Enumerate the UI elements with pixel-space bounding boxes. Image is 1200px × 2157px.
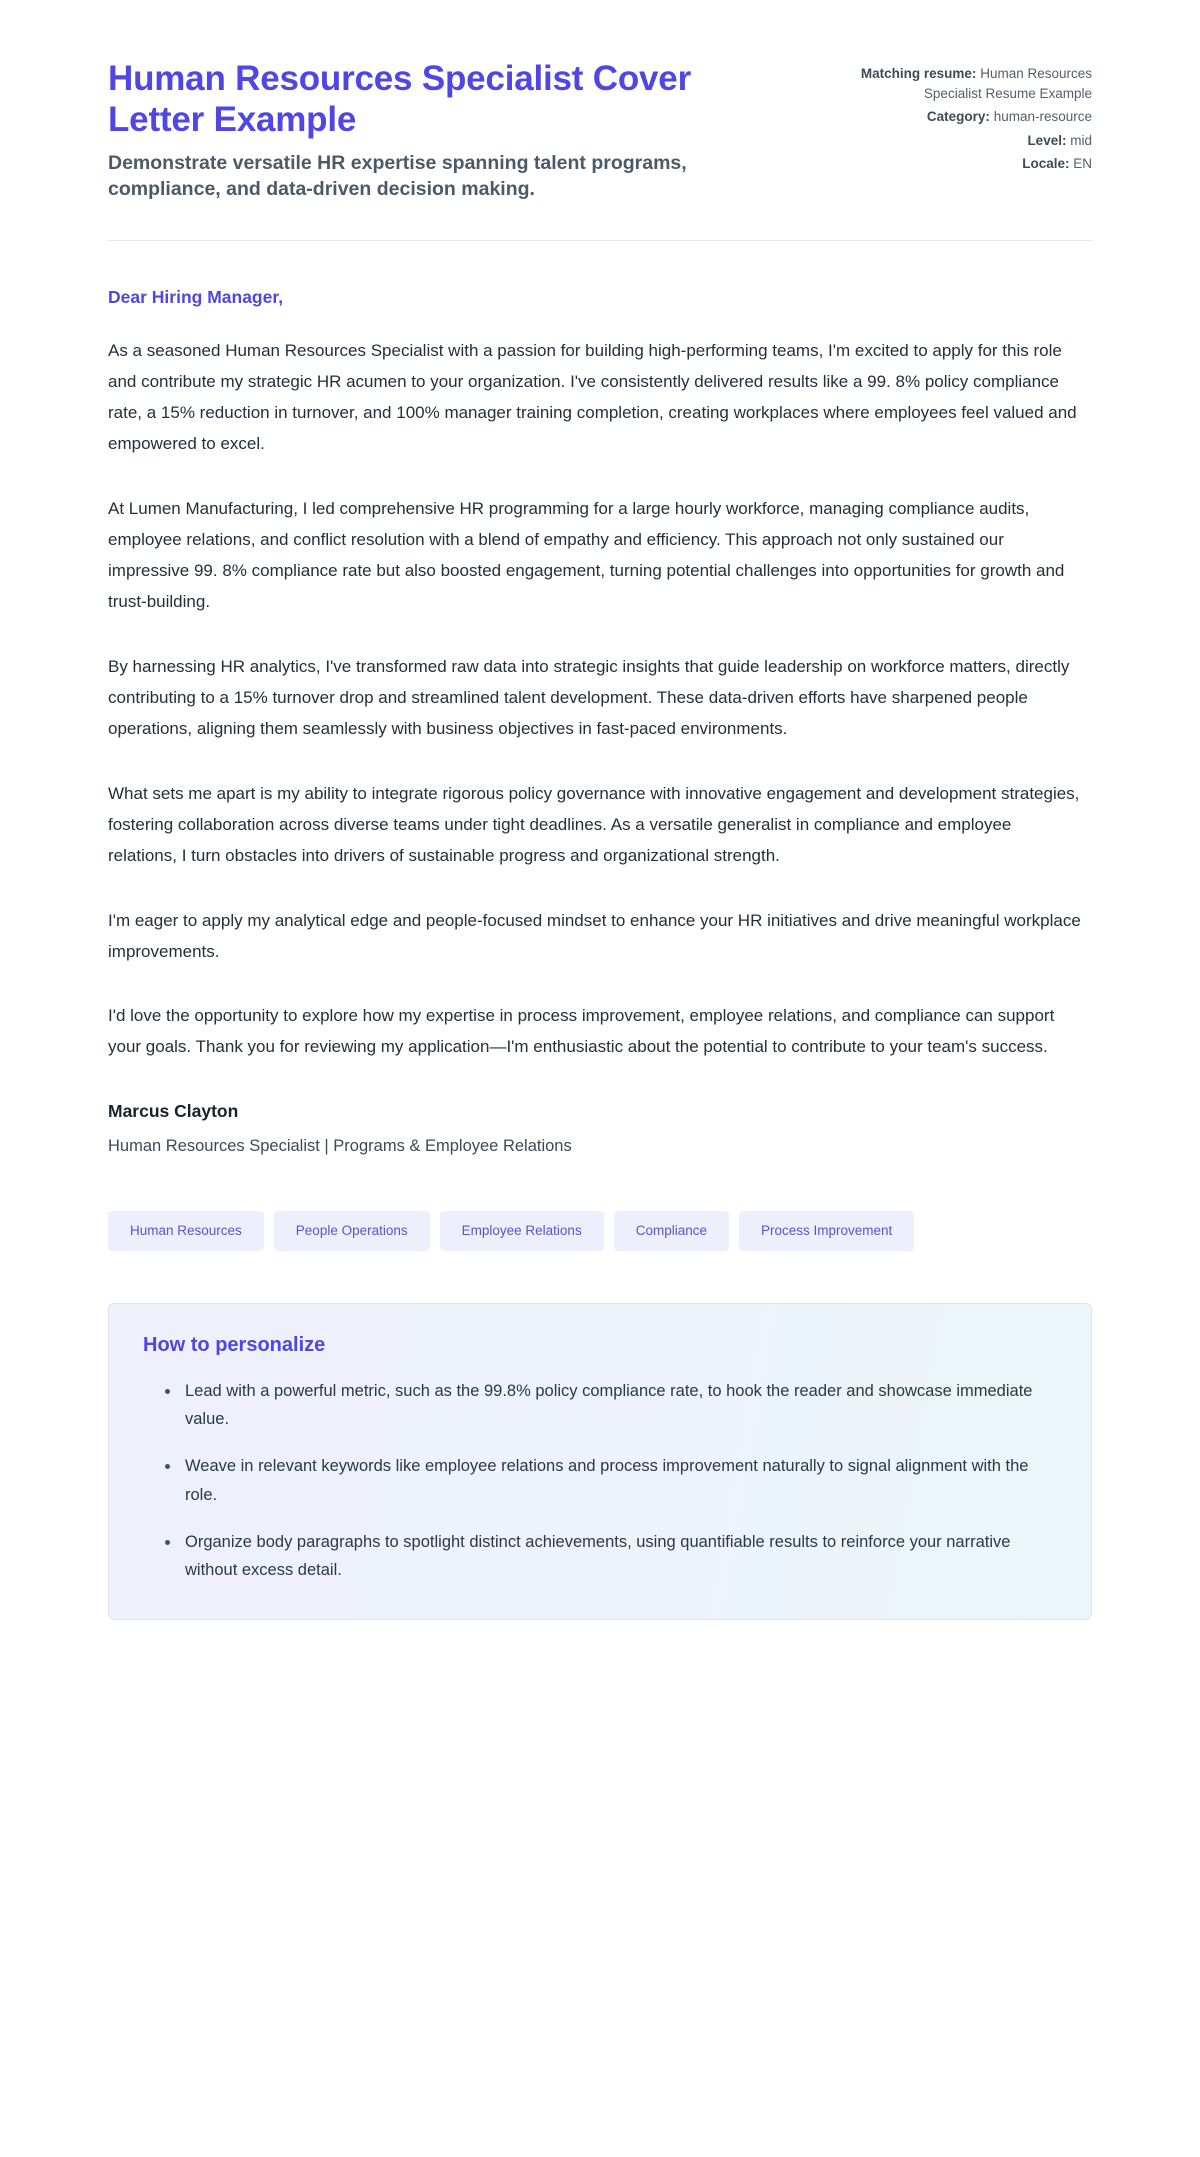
letter-paragraph: What sets me apart is my ability to integrate rigorous policy governance with innovative engagement and development strategies, fostering collaboration across diverse teams under tight deadlines. As a versatile generalist in compliance and employee relations, I turn obstacles into drivers of sustainable progress and organizational strength.	[108, 783, 1080, 865]
header-text-block	[108, 58, 802, 202]
how-to-personalize-callout	[108, 1303, 1092, 1620]
meta-matching-resume-label: Matching resume:	[860, 66, 977, 81]
list-item: Lead with a powerful metric, such as the 99.8% policy compliance rate, to hook the reader and showcase immediate value.	[165, 1377, 1057, 1434]
tag-chip[interactable]: Human Resources	[108, 1211, 264, 1251]
page-header	[108, 40, 1092, 202]
signature-block	[108, 1063, 1092, 1159]
page-title: Human Resources Specialist Cover Letter Example	[108, 59, 691, 140]
letter-body	[108, 241, 1092, 1063]
signature-name: Marcus Clayton	[108, 1101, 239, 1122]
meta-level	[842, 131, 1092, 151]
meta-level-value: mid	[1070, 132, 1092, 148]
letter-paragraph: At Lumen Manufacturing, I led comprehensive HR programming for a large hourly workforce, managing compliance audits, employee relations, and conflict resolution with a blend of empathy and efficiency. This approach not only sustained our impressive 99. 8% compliance rate but also boosted engagement, turning potential challenges into opportunities for growth and trust-building.	[108, 499, 1065, 611]
letter-salutation: Dear Hiring Manager,	[108, 287, 284, 308]
tag-chip[interactable]: Process Improvement	[739, 1211, 914, 1251]
meta-category-value: human-resource	[993, 109, 1092, 125]
letter-paragraph: As a seasoned Human Resources Specialist with a passion for building high-performing teams, I'm excited to apply for this role and contribute my strategic HR acumen to your organization. I've consistently delivered results like a 99. 8% policy compliance rate, a 15% reduction in turnover, and 100% manager training completion, creating workplaces where employees feel valued and empowered to excel.	[108, 341, 1077, 454]
letter-paragraph: I'd love the opportunity to explore how my expertise in process improvement, employee relations, and compliance can support your goals. Thank you for reviewing my application—I'm enthusiastic about the potential to contribute to your team's success.	[108, 1006, 1055, 1057]
list-item: Organize body paragraphs to spotlight distinct achievements, using quantifiable results to reinforce your narrative without excess detail.	[165, 1528, 1057, 1585]
letter-paragraph: By harnessing HR analytics, I've transformed raw data into strategic insights that guide leadership on workforce matters, directly contributing to a 15% turnover drop and streamlined talent development. These data-driven efforts have sharpened people operations, aligning them seamlessly with business objectives in fast-paced environments.	[108, 656, 1070, 738]
meta-category	[842, 107, 1092, 127]
meta-category-label: Category:	[926, 109, 990, 125]
letter-paragraph: I'm eager to apply my analytical edge and people-focused mindset to enhance your HR initiatives and drive meaningful workplace improvements.	[108, 910, 1081, 961]
document-metadata	[842, 58, 1092, 174]
callout-title: How to personalize	[143, 1333, 326, 1356]
tag-chip[interactable]: People Operations	[274, 1211, 430, 1251]
meta-locale-label: Locale:	[1022, 156, 1070, 172]
meta-locale-value: EN	[1073, 156, 1092, 172]
page-subtitle: Demonstrate versatile HR expertise spanning talent programs, compliance, and data-driven decision making.	[108, 151, 687, 200]
meta-matching-resume-value: Human Resources Specialist Resume Example	[923, 66, 1092, 101]
meta-matching-resume	[842, 64, 1092, 103]
tag-chip[interactable]: Compliance	[614, 1211, 729, 1251]
callout-tips-list	[143, 1377, 1057, 1585]
list-item: Weave in relevant keywords like employee relations and process improvement naturally to signal alignment with the role.	[165, 1452, 1057, 1509]
signature-role: Human Resources Specialist | Programs & Employee Relations	[108, 1137, 572, 1156]
meta-locale	[842, 154, 1092, 174]
tag-list	[108, 1159, 1092, 1251]
meta-level-label: Level:	[1027, 132, 1067, 148]
tag-chip[interactable]: Employee Relations	[440, 1211, 604, 1251]
